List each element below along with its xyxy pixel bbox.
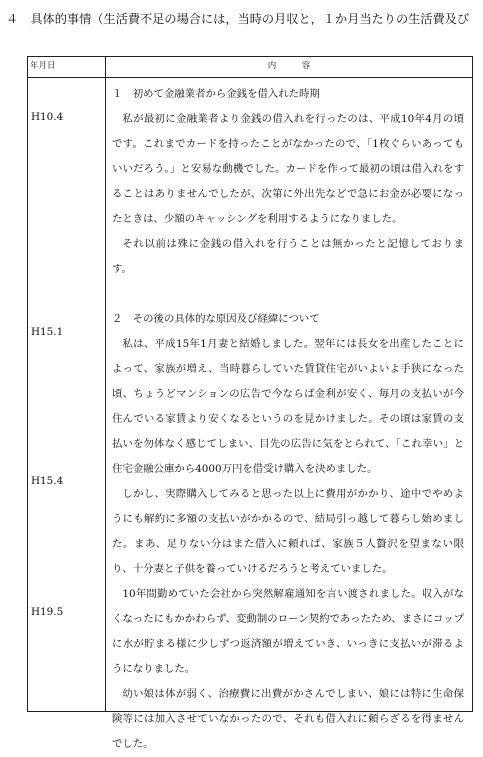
section-2-heading: ２ その後の具体的な原因及び経緯について xyxy=(112,313,320,325)
date-h19-5: H19.5 xyxy=(31,606,64,618)
section-1-paragraph-1: 私が最初に金融業者より金銭の借入れを行ったのは、平成10年4月の頃です。これまでカードを持ったことがなかったので、「1枚ぐらいあってもいいだろう。」と安易な動機でした。カードを作って最初の頃は借入れをすることはありませんでしたが、次第に外出先などで急にお金が必要になったときは、少額のキャッシングを利用するようになりました。 xyxy=(112,113,464,225)
date-h10-4: H10.4 xyxy=(31,111,64,123)
table-body xyxy=(28,78,472,750)
page-header: ４ 具体的事情（生活費不足の場合には，当時の月収と，１か月当たりの生活費及び xyxy=(6,12,470,26)
spacer xyxy=(112,282,464,307)
section-2-paragraph-4: 幼い娘は体が弱く、治療費に出費がかさんでしまい、娘には特に生命保険等には加入させていなかったので、それも借入れに頼らざるを得ませんでした。 xyxy=(112,688,464,750)
section-1-heading: １ 初めて金融業者から金銭を借入れた時期 xyxy=(112,88,320,100)
section-2-paragraph-1: 私は、平成15年1月妻と結婚しました。翌年には長女を出産したことによって、家族が増え、当時暮らしていた賃貸住宅がいよいよ手狭になった頃、ちょうどマンションの広告で今ならば金利が安く、毎月の支払いが今住んでいる家賃より安くなるというのを見かけました。その頃は家賃の支払いを勿体なく感じてしまい、目先の広告に気をとられて、「これ幸い」と住宅金融公庫から4000万円を借受け購入を決めました。 xyxy=(112,338,464,475)
date-h15-1: H15.1 xyxy=(31,326,64,338)
content-column-header: 内 容 xyxy=(267,61,311,71)
section-1-paragraph-2: それ以前は殊に金銭の借入れを行うことは無かったと記憶しております。 xyxy=(112,238,464,275)
section-2-paragraph-2: しかし、実際購入してみると思った以上に費用がかかり、途中でやめようにも解約に多額の支払いがかかるので、結局引っ越して暮らし始めました。まあ、足りない分はまた借入に頼れば、家族５人贅沢を望まない限り、十分妻と子供を養っていけるだろうと考えていました。 xyxy=(112,488,464,575)
statement-table xyxy=(27,56,473,750)
section-2-paragraph-3: 10年間勤めていた会社から突然解雇通知を言い渡されました。収入がなくなったにもかかわらず、変動制のローン契約であったため、まさにコップに水が貯まる様に少しずつ返済額が増えていき、いっきに支払いが滞るようになりました。 xyxy=(112,588,464,675)
date-h15-4: H15.4 xyxy=(31,475,64,487)
content-column xyxy=(112,78,464,757)
table-header-row xyxy=(28,57,472,78)
date-column-header: 年月日 xyxy=(30,61,56,71)
